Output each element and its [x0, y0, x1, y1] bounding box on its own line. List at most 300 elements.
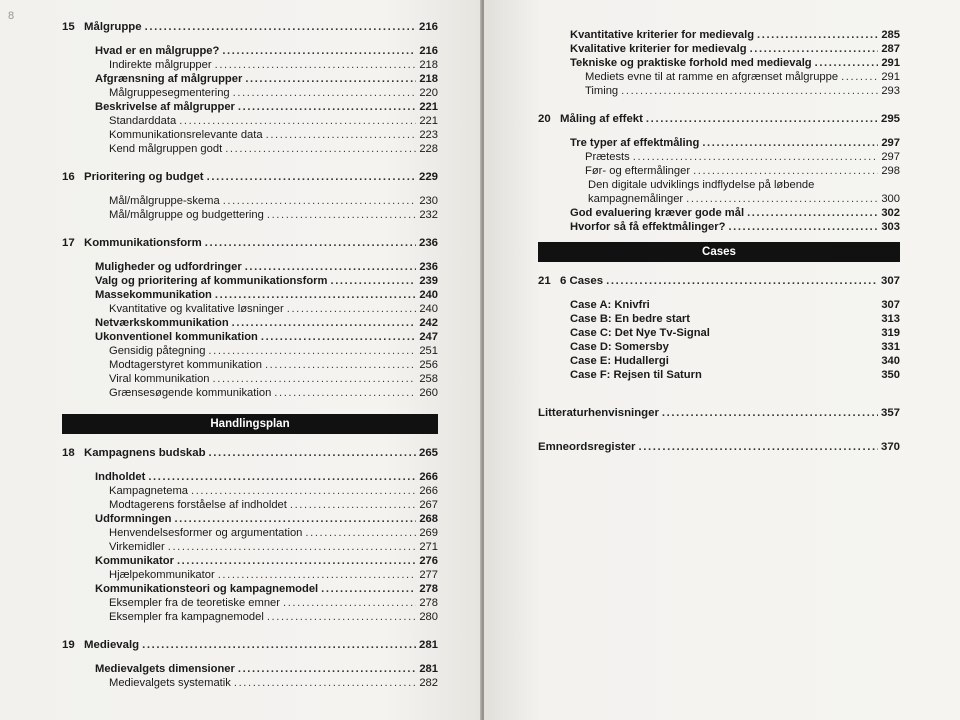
- entry-title: Kommunikationsrelevante data: [109, 129, 263, 141]
- toc-section-entry[interactable]: [538, 340, 900, 354]
- toc-list: [538, 274, 900, 382]
- entry-title: Udformningen: [95, 513, 172, 525]
- entry-label: [109, 484, 188, 498]
- toc-section-entry[interactable]: [538, 312, 900, 326]
- toc-chapter-entry[interactable]: [538, 112, 900, 126]
- entry-title: Viral kommunikation: [109, 373, 210, 385]
- dot-leader: [621, 84, 878, 98]
- entry-title: Hvad er en målgruppe?: [95, 45, 220, 57]
- section-band-handlingsplan: Handlingsplan: [62, 414, 438, 434]
- page-ref: 230: [419, 195, 438, 207]
- toc-subsection-entry[interactable]: [62, 344, 438, 358]
- entry-label: [109, 142, 222, 156]
- dot-leader: [209, 446, 416, 460]
- entry-title: Timing: [585, 85, 619, 97]
- page-ref: 271: [419, 541, 438, 553]
- entry-label: [570, 28, 754, 42]
- entry-title: Kampagnetema: [109, 485, 188, 497]
- entry-title: Kvantitative kriterier for medievalg: [570, 29, 755, 41]
- page-ref: 278: [419, 597, 438, 609]
- spacer: [62, 184, 438, 194]
- entry-label: [95, 316, 229, 330]
- toc-section-entry[interactable]: [62, 274, 438, 288]
- dot-leader: [191, 484, 416, 498]
- page-ref: 216: [418, 21, 438, 33]
- page-ref: 298: [881, 165, 900, 177]
- toc-subsection-entry[interactable]: [62, 128, 438, 142]
- entry-label: [109, 114, 176, 128]
- entry-title: Kommunikator: [95, 555, 174, 567]
- dot-leader: [145, 20, 416, 34]
- dot-leader: [245, 72, 416, 86]
- dot-leader: [267, 610, 416, 624]
- page-ref: 276: [419, 555, 438, 567]
- spacer: [62, 624, 438, 638]
- entry-title: Afgrænsning af målgrupper: [95, 73, 243, 85]
- page-ref: 293: [881, 85, 900, 97]
- entry-title: Muligheder og udfordringer: [95, 261, 242, 273]
- spacer: [62, 652, 438, 662]
- dot-leader: [662, 406, 878, 420]
- page-ref: 221: [419, 101, 438, 113]
- entry-label: [95, 260, 242, 274]
- entry-title: Case F: Rejsen til Saturn: [570, 369, 702, 381]
- dot-leader: [757, 28, 878, 42]
- entry-label: [62, 170, 204, 184]
- page-ref: 251: [419, 345, 438, 357]
- page-ref: 303: [881, 221, 900, 233]
- toc-subsection-entry[interactable]: [62, 86, 438, 100]
- toc-list: [62, 446, 438, 690]
- entry-title: Indirekte målgrupper: [109, 59, 212, 71]
- page-ref: 277: [419, 569, 438, 581]
- entry-label: [109, 194, 220, 208]
- toc-subsection-entry[interactable]: [62, 498, 438, 512]
- page-ref: 269: [419, 527, 438, 539]
- toc-chapter-entry[interactable]: [538, 406, 900, 420]
- entry-label: [570, 136, 699, 150]
- entry-title: Mål/målgruppe-skema: [109, 195, 220, 207]
- toc-subsection-entry[interactable]: [538, 192, 900, 206]
- dot-leader: [750, 42, 879, 56]
- dot-leader: [290, 498, 416, 512]
- toc-chapter-entry[interactable]: [538, 274, 900, 288]
- dot-leader: [207, 170, 416, 184]
- toc-subsection-entry[interactable]: [62, 114, 438, 128]
- spacer: [62, 250, 438, 260]
- page-ref: 297: [881, 137, 900, 149]
- page-ref: 370: [880, 441, 900, 453]
- entry-label: [538, 440, 636, 454]
- toc-section-entry[interactable]: [538, 136, 900, 150]
- entry-title: Mediets evne til at ramme en afgrænset målgruppe: [585, 71, 839, 83]
- page-ref: 287: [881, 43, 900, 55]
- dot-leader: [266, 128, 417, 142]
- entry-label: [538, 112, 643, 126]
- chapter-number: 21: [538, 275, 551, 287]
- toc-chapter-entry[interactable]: [62, 638, 438, 652]
- right-page: [484, 0, 960, 720]
- page-ref: 229: [418, 171, 438, 183]
- entry-title: 6 Cases: [560, 275, 604, 287]
- page-ref: 216: [419, 45, 438, 57]
- entry-label: [109, 676, 231, 690]
- toc-section-entry[interactable]: [538, 42, 900, 56]
- dot-leader: [208, 344, 416, 358]
- entry-label: [570, 340, 669, 354]
- toc-section-entry[interactable]: [538, 28, 900, 42]
- entry-label: [570, 326, 710, 340]
- toc-entry-text: Den digitale udviklings indflydelse på løbende: [588, 179, 815, 191]
- dot-leader: [245, 260, 417, 274]
- entry-label: [109, 344, 205, 358]
- entry-title: Standarddata: [109, 115, 177, 127]
- entry-label: [95, 44, 219, 58]
- toc-section-entry[interactable]: [62, 554, 438, 568]
- entry-title: Medievalgets systematik: [109, 677, 231, 689]
- entry-label: [95, 72, 242, 86]
- page-ref: 266: [419, 485, 438, 497]
- entry-title: Tre typer af effektmåling: [570, 137, 700, 149]
- toc-section-entry[interactable]: [62, 72, 438, 86]
- entry-title: Indholdet: [95, 471, 146, 483]
- toc-chapter-entry[interactable]: [62, 20, 438, 34]
- entry-title: Før- og eftermålinger: [585, 165, 691, 177]
- page-ref: 307: [881, 299, 900, 311]
- page-ref: 295: [880, 113, 900, 125]
- spacer: [62, 156, 438, 170]
- toc-subsection-entry[interactable]: [538, 70, 900, 84]
- page-ref: 268: [419, 513, 438, 525]
- entry-title: God evaluering kræver gode mål: [570, 207, 745, 219]
- toc-section-entry[interactable]: [62, 44, 438, 58]
- dot-leader: [225, 142, 416, 156]
- entry-title: kampagnemålinger: [588, 193, 684, 205]
- toc-subsection-entry[interactable]: [62, 540, 438, 554]
- entry-title: Hjælpekommunikator: [109, 569, 215, 581]
- section-band-cases: Cases: [538, 242, 900, 262]
- entry-title: Valg og prioritering af kommunikationsform: [95, 275, 328, 287]
- entry-title: Kommunikationsteori og kampagnemodel: [95, 583, 319, 595]
- toc-subsection-entry[interactable]: [62, 208, 438, 222]
- spacer: [538, 126, 900, 136]
- entry-title: Kampagnens budskab: [84, 447, 206, 459]
- page-ref: 218: [419, 73, 438, 85]
- entry-title: Case A: Knivfri: [570, 299, 650, 311]
- entry-label: [95, 554, 174, 568]
- page-ref: 350: [881, 369, 900, 381]
- entry-title: Måling af effekt: [560, 113, 643, 125]
- page-ref: 331: [881, 341, 900, 353]
- entry-title: Målgruppe: [84, 21, 142, 33]
- page-ref: 313: [881, 313, 900, 325]
- dot-leader: [305, 526, 416, 540]
- toc-section-entry[interactable]: [538, 326, 900, 340]
- entry-label: [570, 56, 812, 70]
- entry-label: [538, 274, 603, 288]
- entry-title: Eksempler fra kampagnemodel: [109, 611, 264, 623]
- entry-title: Ukonventionel kommunikation: [95, 331, 258, 343]
- toc-subsection-entry[interactable]: [62, 58, 438, 72]
- page-ref: 265: [418, 447, 438, 459]
- page-number: 8: [8, 10, 15, 22]
- page-ref: 302: [881, 207, 900, 219]
- page-ref: 280: [419, 611, 438, 623]
- dot-leader: [287, 302, 417, 316]
- entry-title: Case E: Hudallergi: [570, 355, 669, 367]
- chapter-number: 19: [62, 639, 75, 651]
- dot-leader: [686, 192, 878, 206]
- dot-leader: [223, 194, 417, 208]
- page-ref: 220: [419, 87, 438, 99]
- dot-leader: [238, 662, 416, 676]
- page-ref: 291: [881, 71, 900, 83]
- dot-leader: [174, 512, 416, 526]
- page-ref: 267: [419, 499, 438, 511]
- toc-section-entry[interactable]: [62, 316, 438, 330]
- entry-title: Kend målgruppen godt: [109, 143, 223, 155]
- dot-leader: [177, 554, 416, 568]
- toc-subsection-entry[interactable]: [62, 568, 438, 582]
- entry-label: [95, 274, 327, 288]
- dot-leader: [148, 470, 416, 484]
- chapter-number: 16: [62, 171, 75, 183]
- entry-title: Kvalitative kriterier for medievalg: [570, 43, 747, 55]
- toc-section-entry[interactable]: [538, 368, 900, 382]
- entry-title: Massekommunikation: [95, 289, 212, 301]
- dot-leader: [142, 638, 416, 652]
- entry-label: [109, 526, 302, 540]
- toc-section-entry[interactable]: [62, 582, 438, 596]
- entry-label: [109, 358, 262, 372]
- entry-label: [109, 128, 263, 142]
- toc-list: [538, 28, 900, 234]
- page-ref: 228: [419, 143, 438, 155]
- entry-title: Kvantitative og kvalitative løsninger: [109, 303, 284, 315]
- dot-leader: [274, 386, 416, 400]
- entry-label: [95, 330, 258, 344]
- toc-subsection-entry[interactable]: [62, 194, 438, 208]
- dot-leader: [205, 236, 416, 250]
- entry-label: [570, 220, 725, 234]
- entry-title: Målgruppesegmentering: [109, 87, 230, 99]
- entry-label: [538, 406, 659, 420]
- toc-section-entry[interactable]: [538, 206, 900, 220]
- page-ref: 242: [419, 317, 438, 329]
- toc-subsection-entry[interactable]: [62, 484, 438, 498]
- entry-title: Prætests: [585, 151, 630, 163]
- toc-section-entry[interactable]: [538, 298, 900, 312]
- page-ref: 223: [419, 129, 438, 141]
- toc-section-entry[interactable]: [62, 100, 438, 114]
- toc-section-entry[interactable]: [62, 330, 438, 344]
- page-ref: 236: [418, 237, 438, 249]
- page-ref: 247: [419, 331, 438, 343]
- entry-title: Henvendelsesformer og argumentation: [109, 527, 303, 539]
- page-ref: 281: [419, 663, 438, 675]
- page-ref: 300: [881, 193, 900, 205]
- toc-column-right: [538, 28, 900, 454]
- dot-leader: [213, 372, 417, 386]
- page-ref: 340: [881, 355, 900, 367]
- entry-title: Litteraturhenvisninger: [538, 407, 659, 419]
- entry-label: [95, 662, 235, 676]
- dot-leader: [702, 136, 878, 150]
- entry-label: [109, 58, 212, 72]
- dot-leader: [238, 100, 416, 114]
- page-ref: 319: [881, 327, 900, 339]
- entry-label: [109, 596, 280, 610]
- entry-label: [109, 208, 264, 222]
- dot-leader: [233, 86, 417, 100]
- dot-leader: [179, 114, 416, 128]
- dot-leader: [168, 540, 417, 554]
- entry-label: [109, 372, 210, 386]
- page-ref: 236: [419, 261, 438, 273]
- entry-label: [109, 498, 287, 512]
- entry-label: [570, 298, 650, 312]
- toc-section-entry[interactable]: [62, 288, 438, 302]
- toc-section-entry[interactable]: [62, 512, 438, 526]
- toc-subsection-entry[interactable]: [62, 142, 438, 156]
- entry-label: [570, 42, 747, 56]
- toc-subsection-entry[interactable]: [62, 610, 438, 624]
- entry-title: Emneordsregister: [538, 441, 636, 453]
- dot-leader: [633, 150, 879, 164]
- dot-leader: [841, 70, 878, 84]
- entry-title: Tekniske og praktiske forhold med medievalg: [570, 57, 812, 69]
- entry-label: [109, 386, 271, 400]
- page-ref: 266: [419, 471, 438, 483]
- toc-column-left: [62, 20, 438, 690]
- entry-title: Eksempler fra de teoretiske emner: [109, 597, 280, 609]
- entry-label: [62, 20, 142, 34]
- toc-subsection-entry[interactable]: [62, 372, 438, 386]
- entry-title: Modtagerens forståelse af indholdet: [109, 499, 287, 511]
- dot-leader: [222, 44, 416, 58]
- entry-title: Medievalgets dimensioner: [95, 663, 235, 675]
- dot-leader: [747, 206, 878, 220]
- page-ref: 240: [419, 289, 438, 301]
- entry-title: Medievalg: [84, 639, 140, 651]
- entry-label: [585, 70, 838, 84]
- toc-section-entry[interactable]: [62, 470, 438, 484]
- entry-label: [95, 512, 171, 526]
- dot-leader: [215, 58, 417, 72]
- entry-label: [95, 582, 318, 596]
- entry-label: [585, 150, 630, 164]
- spacer: [62, 222, 438, 236]
- entry-label: [109, 86, 230, 100]
- page-ref: 256: [419, 359, 438, 371]
- dot-leader: [815, 56, 879, 70]
- page-ref: 258: [419, 373, 438, 385]
- page-ref: 278: [419, 583, 438, 595]
- dot-leader: [267, 208, 416, 222]
- dot-leader: [321, 582, 416, 596]
- entry-label: [95, 100, 235, 114]
- dot-leader: [693, 164, 878, 178]
- toc-subsection-entry[interactable]: [538, 84, 900, 98]
- chapter-number: 15: [62, 21, 75, 33]
- entry-title: Netværkskommunikation: [95, 317, 229, 329]
- dot-leader: [646, 112, 878, 126]
- toc-subsection-entry[interactable]: [62, 386, 438, 400]
- entry-label: [570, 368, 702, 382]
- page-ref: 297: [881, 151, 900, 163]
- toc-section-entry[interactable]: [62, 662, 438, 676]
- entry-title: Hvorfor så få effektmålinger?: [570, 221, 726, 233]
- chapter-number: 20: [538, 113, 551, 125]
- entry-title: Case B: En bedre start: [570, 313, 690, 325]
- page-ref: 221: [419, 115, 438, 127]
- dot-leader: [330, 274, 416, 288]
- chapter-number: 17: [62, 237, 75, 249]
- entry-label: [109, 610, 264, 624]
- page-ref: 239: [419, 275, 438, 287]
- toc-subsection-entry[interactable]: [538, 150, 900, 164]
- toc-chapter-entry[interactable]: [62, 446, 438, 460]
- chapter-number: 18: [62, 447, 75, 459]
- entry-label: [62, 638, 139, 652]
- entry-title: Case C: Det Nye Tv-Signal: [570, 327, 710, 339]
- entry-title: Modtagerstyret kommunikation: [109, 359, 262, 371]
- entry-label: [570, 312, 690, 326]
- entry-label: [570, 354, 669, 368]
- entry-label: [588, 192, 683, 206]
- toc-section-entry[interactable]: [538, 220, 900, 234]
- entry-title: Kommunikationsform: [84, 237, 202, 249]
- entry-label: [109, 540, 165, 554]
- toc-subsection-entry[interactable]: [62, 358, 438, 372]
- page-ref: 260: [419, 387, 438, 399]
- entry-label: [585, 84, 618, 98]
- entry-label: [62, 446, 206, 460]
- dot-leader: [234, 676, 416, 690]
- page-ref: 281: [418, 639, 438, 651]
- toc-chapter-entry[interactable]: [538, 440, 900, 454]
- toc-list: [62, 20, 438, 400]
- dot-leader: [215, 288, 416, 302]
- dot-leader: [283, 596, 416, 610]
- page-ref: 218: [419, 59, 438, 71]
- dot-leader: [639, 440, 878, 454]
- toc-section-entry[interactable]: [538, 354, 900, 368]
- toc-chapter-entry[interactable]: [62, 236, 438, 250]
- dot-leader: [218, 568, 417, 582]
- page-ref: 357: [880, 407, 900, 419]
- entry-title: Mål/målgruppe og budgettering: [109, 209, 264, 221]
- entry-title: Grænsesøgende kommunikation: [109, 387, 272, 399]
- page-ref: 291: [881, 57, 900, 69]
- toc-subsection-entry[interactable]: [62, 676, 438, 690]
- toc-subsection-entry[interactable]: [62, 596, 438, 610]
- page-ref: 232: [419, 209, 438, 221]
- toc-subsection-entry[interactable]: [538, 164, 900, 178]
- dot-leader: [606, 274, 878, 288]
- toc-subsection-entry[interactable]: [62, 526, 438, 540]
- page-ref: 307: [880, 275, 900, 287]
- toc-chapter-entry[interactable]: [62, 170, 438, 184]
- entry-label: [585, 164, 690, 178]
- toc-list: [538, 406, 900, 454]
- entry-title: Case D: Somersby: [570, 341, 669, 353]
- dot-leader: [265, 358, 416, 372]
- toc-section-entry[interactable]: [62, 260, 438, 274]
- entry-label: [570, 206, 744, 220]
- toc-section-entry[interactable]: [538, 56, 900, 70]
- toc-subsection-entry[interactable]: [62, 302, 438, 316]
